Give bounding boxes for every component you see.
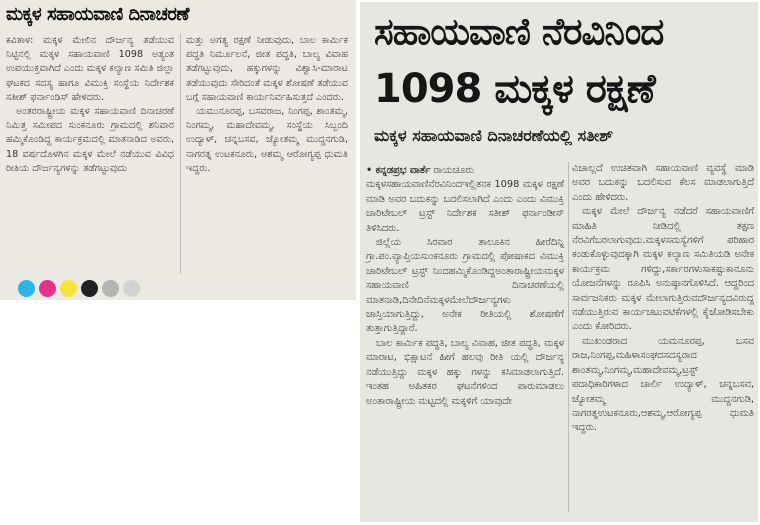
article-paragraph: ಮಕ್ಕಳ ಮೇಲೆ ದೌರ್ಜನ್ಯ ನಡೆದರೆ ಸಹಾಯವಾಣಿಗೆ ಮಾಹಿತಿ ನೀಡಿದಲ್ಲಿ ತಕ್ಷಣ ನೆರವಿಗೆಬರಲಾಗುವುದು.ಮಕ್ಕಳಸಮಸ್ಯೆಗಳಿಗೆ ಪರಿಹಾರ ಕಂಡುಕೊಳ್ಳುವುದಕ್ಕಾಗಿ ಮಕ್ಕಳ ಕಲ್ಯಾಣ ಸಮಿತಿಯಡಿ ಅನೇಕ ಕಾರ್ಯಕ್ರಮ ಗಳಿದ್ದು,ಸರ್ಕಾರಗಳುಸಾಕಷ್ಟುಕಾನೂನು ಯೋಜನೆಗಳನ್ನು ರೂಪಿಸಿ ಅನುಷ್ಠಾನಗೊಳಿಸಿದೆ. ಆದ್ದರಿಂದ ಸಾರ್ವಜನಿಕರು ಮಕ್ಕಳ ಮೇಲಾಗುತ್ತಿರುವದೌರ್ಜನ್ಯದವಿರುದ್ದ ನಡೆಯುತ್ತಿರುವ ಕಾರ್ಯಚಟುವಟಿಕೆಗಳಲ್ಲಿ ಕೈಜೋಡಿಸಬೇಕು ಎಂದು ಕೋರಿದರು. bbox=[572, 206, 754, 333]
color-swatch bbox=[60, 280, 77, 297]
article-paragraph: ಬಾಲ ಕಾರ್ಮಿಕ ಪದ್ಧತಿ, ಬಾಲ್ಯ ವಿವಾಹ, ಜೀತ ಪದ್ಧತಿ, ಮಕ್ಕಳ ಮಾರಾಟ, ಭಿಕ್ಷಾಟನೆ ಹೀಗೆ ಹಲವು ರೀತಿ ಯಲ್ಲಿ ದೌರ್ಜನ್ಯ ನಡೆಯುತ್ತಿದ್ದು ಮಕ್ಕಳ ಹಕ್ಕು ಗಳನ್ನು ಕಸಿಮಾಡಲಾಗುತ್ತಿದೆ. ಇಂತಹ ಅಹಿತಕರ ಘಟನೆಗಳಿಂದ ಪಾರುಮಾಡಲು ಅಂತಾರಾಷ್ಟ್ರೀಯ ಮಟ್ಟದಲ್ಲಿ ಮಕ್ಕಳಿಗೆ ಯಾವುದೇ bbox=[366, 337, 564, 407]
color-swatch bbox=[81, 280, 98, 297]
color-swatch bbox=[102, 280, 119, 297]
article-paragraph: ಅಂತರರಾಷ್ಟ್ರೀಯ ಮಕ್ಕಳ ಸಹಾಯವಾಣಿ ದಿನಾಚರಣೆ ನಿಮಿತ್ತ ಸಮೀಪದ ಸುಂಕನೂರು ಗ್ರಾಮದಲ್ಲಿ ಶನಿವಾರ ಹಮ್ಮಿಕೊಂಡಿದ್ದ ಕಾರ್ಯಕ್ರಮದಲ್ಲಿ ಮಾತನಾಡಿದ ಅವರು, 18 ವರ್ಷದೊಳಗಿನ ಮಕ್ಕಳ ಮೇಲೆ ನಡೆಯುವ ವಿವಿಧ ರೀತಿಯ ದೌರ್ಜನ್ಯಗಳನ್ನು ತಡೆಗಟ್ಟುವುದು bbox=[6, 106, 174, 174]
column-divider bbox=[568, 162, 569, 512]
color-swatch bbox=[39, 280, 56, 297]
clipping-headline: ಮಕ್ಕಳ ಸಹಾಯವಾಣಿ ದಿನಾಚರಣೆ bbox=[6, 4, 189, 25]
article-paragraph: ಮುಖಂಡರಾದ ಯಮನೂರಪ್ಪ, ಬಸವ ರಾಜ,ನಿಂಗಪ್ಪ,ಮಹಿಳಾಸಂಘದಸದಸ್ಯರಾದ ಶಾಂತಮ್ಮ,ನಿಂಗಮ್ಮ,ಮಹಾದೇವಮ್ಮ,ಟ್ರಸ್ಟ್ ಪದಾಧಿಕಾರಿಗಳಾದ ಚಾರ್ಲಿ ಉದ್ಯಾಳ್, ಚನ್ನಬಸವ, ಜ್ಯೋತಮ್ಮ ಮುದ್ದನಗುಡಿ, ನಾಗರತ್ನಉಟಕನೂರು,ಆಶಮ್ಮ,ಆರೋಗ್ಯಪ್ಪ ಧುಮತಿ ಇದ್ದರು. bbox=[572, 335, 754, 434]
article-paragraph: ಮಕ್ಕಳಸಹಾಯವಾಣಿನೆರವಿನಿಂದಇಲ್ಲಿತನಕ 1098 ಮಕ್ಕಳ ರಕ್ಷಣೆ ಮಾಡಿ ಅವರ ಬದುಕನ್ನು ಬದಲಿಸಲಾಗಿದೆ ಎಂದು ಎಂದು ವಿಮುಕ್ತಿ ಚಾರಿಟೇಬಲ್ ಟ್ರಸ್ಟ್ ನಿರ್ದೇಶಕ ಸತೀಶ್ ಫರ್ನಾಂಡೀಸ್ ತಿಳಿಸಿದರು. bbox=[366, 179, 564, 234]
headline-line-2: 1098 ಮಕ್ಕಳ ರಕ್ಷಣೆ bbox=[374, 66, 655, 112]
article-paragraph: ಯಮುನೂರಪ್ಪ, ಬಸವರಾಜ, ನಿಂಗಪ್ಪ, ಶಾಂತಮ್ಮ, ನಿಂಗಮ್ಮ, ಮಹಾದೇವಮ್ಮ, ಸಂಸ್ಥೆಯ ಸಿಬ್ಬಂದಿ ಉದ್ಯಾಳ್, ಚನ್ನಬಸವ, ಜ್ಯೋತಮ್ಮ ಮುದ್ದನಗುಡಿ, ನಾಗರತ್ನ ಉಟಕನೂರು, ಆಶಮ್ಮ ಆರೋಗ್ಯಪ್ಪ ಧುಮತಿ ಇದ್ದರು. bbox=[186, 106, 348, 174]
byline-paragraph bbox=[366, 164, 564, 178]
color-swatch bbox=[123, 280, 140, 297]
dateline: ರಾಯಚೂರು bbox=[433, 165, 474, 176]
article-paragraph: ಮತ್ತು ಅಗತ್ಯ ರಕ್ಷಣೆ ನೀಡುವುದು, ಬಾಲ ಕಾರ್ಮಿಕ ಪದ್ಧತಿ ನಿರ್ಮೂಲನೆ, ಜೀತ ಪದ್ಧತಿ, ಬಾಲ್ಯ ವಿವಾಹ ತಡೆಗಟ್ಟುವುದು, ಹಕ್ಕುಗಳನ್ನು ವಿಶ್ವಾಸಿ-ಮಾರಾಟ ತಡೆಯುವುದು ಸೇರಿದಂತೆ ಮಕ್ಕಳ ಶೋಷಣೆ ತಡೆಯುವ ಬಗ್ಗೆ ಸಹಾಯವಾಣಿ ಕಾರ್ಯನಿರ್ವಹಿಸುತ್ತದೆ ಎಂದರು. bbox=[186, 35, 348, 103]
news-clipping-right bbox=[360, 2, 758, 522]
subheadline: ಮಕ್ಕಳ ಸಹಾಯವಾಣಿ ದಿನಾಚರಣೆಯಲ್ಲಿ ಸತೀಶ್ bbox=[374, 126, 614, 145]
article-paragraph: ಜಿಲ್ಲೆಯ ಸಿರವಾರ ತಾಲೂಕಿನ ಹೀರೆದಿನ್ನಿ ಗ್ರಾ.ಪಂ.ವ್ಯಾಪ್ತಿಯಸುಂಕನೂರು ಗ್ರಾಮದಲ್ಲಿ ಪೋಷಾಕದ ವಿಮುಕ್ತಿ ಚಾರಿಟೇಬಲ್ ಟ್ರಸ್ಟ್ ನಿಂದಹಮ್ಮಿಕೊಂಡಿದ್ದಅಂತಾರಾಷ್ಟ್ರೀಯಮಕ್ಕಳ ಸಹಾಯವಾಣಿ ದಿನಾಚರಣೆಯಲ್ಲಿ ಮಾತನಾಡಿ,ದಿನೇದಿನೆಮಕ್ಕಳಮೇಲೆದೌರ್ಜನ್ಯಗಳು ಜಾಸ್ತಿಯಾಗುತ್ತಿದ್ದು, ಅನೇಕ ರೀತಿಯಲ್ಲಿ ಶೋಷಣೆಗೆ ತುತ್ತಾಗುತ್ತಿದ್ದಾರೆ. bbox=[366, 237, 564, 335]
article-column-left bbox=[6, 34, 174, 176]
article-paragraph: ಕವಿತಾಳ: ಮಕ್ಕಳ ಮೇಲಿನ ದೌರ್ಜನ್ಯ ತಡೆಯುವ ನಿಟ್ಟಿನಲ್ಲಿ ಮಕ್ಕಳ ಸಹಾಯವಾಣಿ 1098 ಅತ್ಯಂತ ಉಪಯುಕ್ತವಾಗಿದೆ ಎಂದು ಮಕ್ಕಳ ಕಲ್ಯಾಣ ಸಮಿತಿ ಜಿಲ್ಲಾ ಘಟಕದ ಸದಸ್ಯ ಹಾಗೂ ವಿಮುಕ್ತಿ ಸಂಸ್ಥೆಯ ನಿರ್ದೇಶಕ ಸತೀಶ್ ಫರ್ನಾಂಡಿಸ್ ಹೇಳಿದರು. bbox=[6, 35, 174, 103]
news-clipping-left bbox=[0, 0, 356, 300]
column-divider bbox=[180, 34, 181, 274]
article-column-left bbox=[366, 164, 564, 409]
article-paragraph: ವಿಚಾಲ್ಲದೆ ಉಚಿತವಾಗಿ ಸಹಾಯವಾಣಿ ವ್ಯವಸ್ಥೆ ಮಾಡಿ ಅವರ ಬದುಕನ್ನು ಬದಲಿಸುವ ಕೆಲಸ ಮಾಡಲಾಗುತ್ತಿದೆ ಎಂದು ಹೇಳಿದರು. bbox=[572, 163, 754, 203]
article-column-right bbox=[572, 162, 754, 436]
byline: • ಕನ್ನಡಪ್ರಭ ವಾರ್ತೆ bbox=[366, 165, 431, 176]
color-registration-bar bbox=[18, 280, 140, 297]
article-column-right bbox=[186, 34, 348, 176]
headline-line-1: ಸಹಾಯವಾಣಿ ನೆರವಿನಿಂದ bbox=[374, 10, 664, 53]
color-swatch bbox=[18, 280, 35, 297]
